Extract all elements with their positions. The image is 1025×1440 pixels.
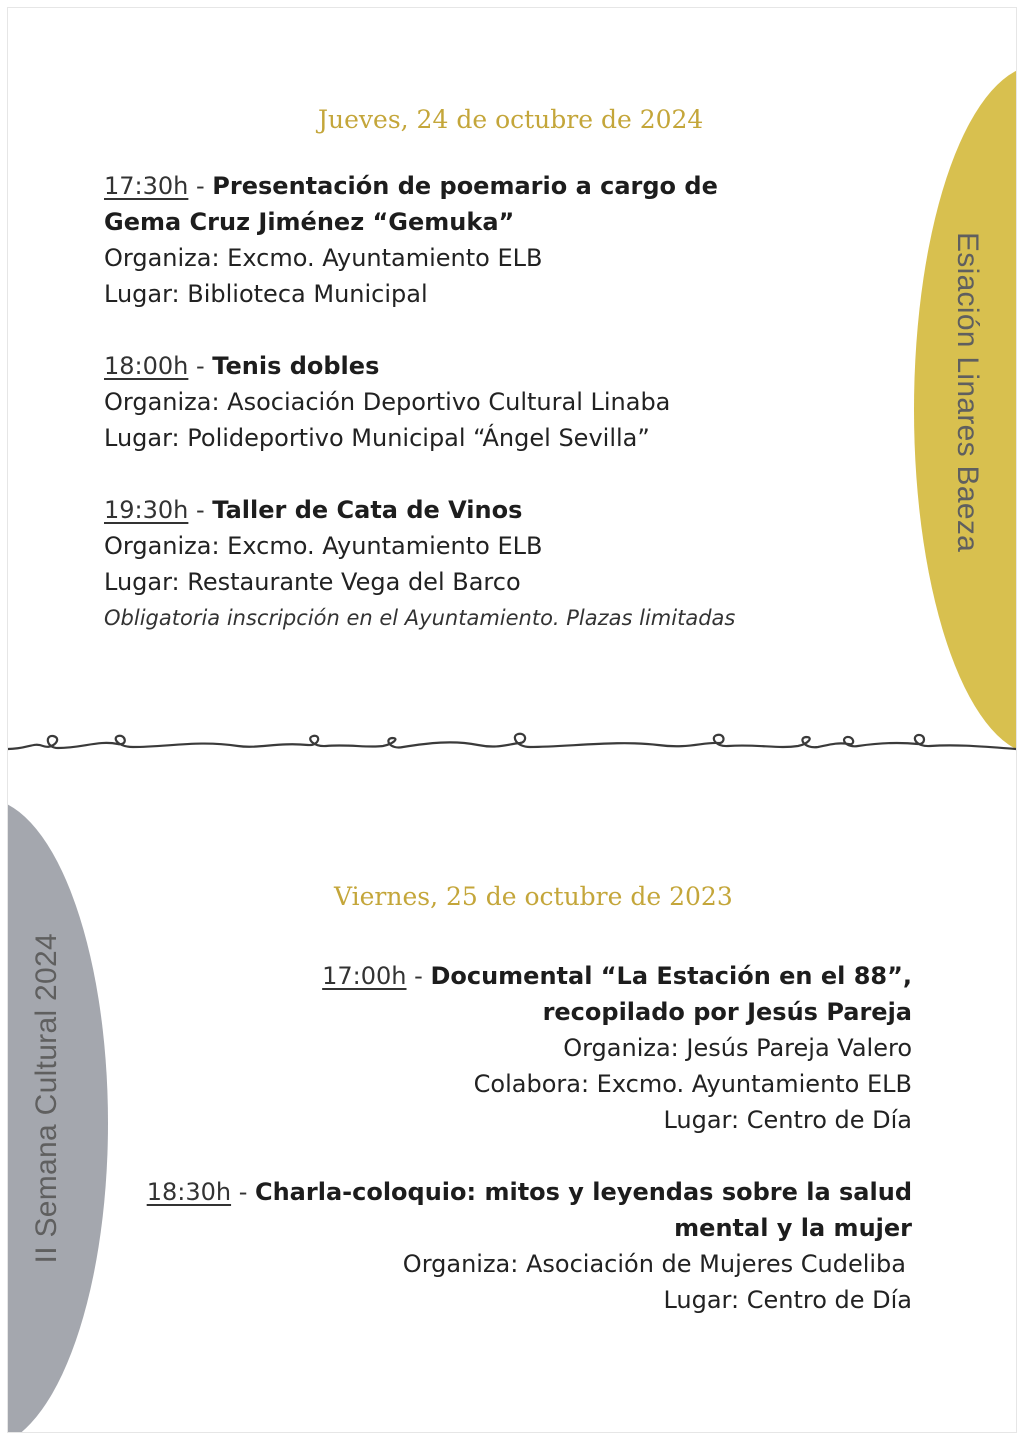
day2-date: Viernes, 25 de octubre de 2023 bbox=[334, 882, 733, 911]
event-colabora: Colabora: Excmo. Ayuntamiento ELB bbox=[473, 1070, 912, 1098]
sidebar-title-left: II Semana Cultural 2024 bbox=[30, 933, 63, 1264]
event-organiza: Organiza: Excmo. Ayuntamiento ELB bbox=[104, 532, 543, 560]
event-lugar: Lugar: Polideportivo Municipal “Ángel Sevilla” bbox=[104, 424, 650, 452]
event-time: 17:30h bbox=[104, 172, 189, 200]
event-time: 18:30h bbox=[146, 1178, 232, 1206]
separator: - bbox=[188, 496, 213, 524]
event-1830 bbox=[147, 1174, 912, 1318]
event-lugar: Lugar: Biblioteca Municipal bbox=[104, 280, 428, 308]
event-title: Taller de Cata de Vinos bbox=[212, 496, 523, 524]
program-page bbox=[8, 8, 1016, 1432]
event-1930 bbox=[104, 492, 735, 636]
event-title: Documental “La Estación en el 88”, bbox=[430, 962, 912, 990]
event-time: 18:00h bbox=[104, 352, 189, 380]
sidebar-title-right: Esiación Linares Baeza bbox=[951, 232, 984, 553]
event-title: Charla-coloquio: mitos y leyendas sobre la salud bbox=[254, 1178, 912, 1206]
event-title-cont: recopilado por Jesús Pareja bbox=[542, 998, 912, 1026]
event-1800 bbox=[104, 348, 670, 456]
event-time: 17:00h bbox=[322, 962, 407, 990]
event-lugar: Lugar: Centro de Día bbox=[663, 1286, 912, 1314]
event-title: Tenis dobles bbox=[212, 352, 380, 380]
separator: - bbox=[406, 962, 431, 990]
event-organiza: Organiza: Asociación Deportivo Cultural Linaba bbox=[104, 388, 671, 416]
separator: - bbox=[188, 352, 213, 380]
event-title-cont: Gema Cruz Jiménez “Gemuka” bbox=[104, 208, 515, 236]
event-time: 19:30h bbox=[104, 496, 189, 524]
event-organiza: Organiza: Asociación de Mujeres Cudeliba bbox=[402, 1250, 906, 1278]
event-note: Obligatoria inscripción en el Ayuntamiento. Plazas limitadas bbox=[104, 606, 736, 630]
event-organiza: Organiza: Excmo. Ayuntamiento ELB bbox=[104, 244, 543, 272]
separator: - bbox=[231, 1178, 255, 1206]
event-lugar: Lugar: Restaurante Vega del Barco bbox=[104, 568, 521, 596]
event-1730 bbox=[104, 168, 718, 312]
event-title-cont: mental y la mujer bbox=[674, 1214, 912, 1242]
event-lugar: Lugar: Centro de Día bbox=[663, 1106, 912, 1134]
event-title: Presentación de poemario a cargo de bbox=[212, 172, 718, 200]
separator: - bbox=[188, 172, 213, 200]
event-organiza: Organiza: Jesús Pareja Valero bbox=[563, 1034, 912, 1062]
event-1700 bbox=[322, 958, 912, 1138]
day1-date: Jueves, 24 de octubre de 2024 bbox=[318, 105, 704, 134]
wavy-divider bbox=[8, 716, 1016, 756]
